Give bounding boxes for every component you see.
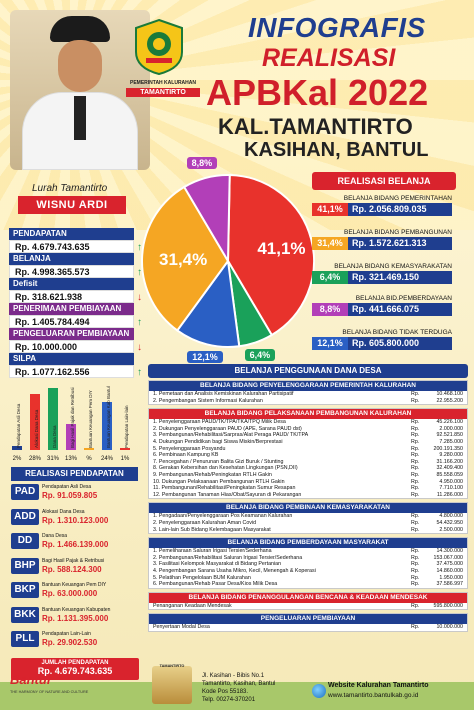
pendapatan-row (11, 582, 139, 598)
belanja-row-desc: 4. Pengembangan Sarana Usaha Mikro, Kecil, Menengah & Koperasi (153, 567, 316, 574)
stat-label: BELANJA (9, 253, 134, 265)
belanja-section-row (149, 513, 467, 520)
pendapatan-value: Rp. 588.124.300 (42, 564, 102, 574)
stat-value: Rp. 4.679.743.635 (9, 240, 134, 253)
belanja-row-desc: 1. Penyelenggaraan PAUD/TK/TPA/TKA/TPQ Milik Desa (153, 419, 286, 426)
belanja-row-desc: 12. Pembangunan Tanaman Hias/Obat/Sayuran di Pekarangan (153, 491, 302, 498)
belanja-row-desc: 4. Dukungan Pendidikan bagi Siswa Miskin/Berprestasi (153, 438, 283, 445)
belanja-row-value: 92.521.850 (436, 432, 463, 439)
belanja-row-currency: Rp. (411, 526, 420, 533)
mini-chart-percent: 2% (12, 456, 22, 462)
belanja-row-desc: 2. Pengembangan Sistem Informasi Kalurahan (153, 397, 263, 404)
belanja-section-row (149, 472, 467, 479)
belanja-row-desc: Penyertaan Modal Desa (153, 624, 210, 631)
pendapatan-mini-chart (8, 380, 138, 462)
belanja-row-currency: Rp. (411, 391, 420, 397)
lurah-name: WISNU ARDI (18, 196, 126, 214)
belanja-section-row (149, 426, 467, 433)
pie-slice-label: 31,4% (159, 249, 208, 269)
belanja-row-currency: Rp. (411, 438, 420, 445)
belanja-section-row (149, 479, 467, 486)
belanja-section (148, 380, 468, 405)
belanja-section-row (149, 555, 467, 562)
belanja-row-value: 85.558.059 (436, 471, 463, 478)
title-apbkal: APBKal 2022 (206, 72, 429, 113)
belanja-item (312, 328, 452, 350)
belanja-section-title: BELANJA BIDANG PEMBERDAYAAN MASYARAKAT (149, 538, 467, 548)
pendapatan-value: Rp. 1.131.395.000 (42, 613, 109, 623)
belanja-section-title: BELANJA BIDANG PELAKSANAAN PEMBANGUNAN KALURAHAN (149, 409, 467, 419)
belanja-item-amount: Rp. 1.572.621.313 (348, 237, 452, 250)
pendapatan-row (11, 607, 139, 623)
realisasi-pendapatan-title: REALISASI PENDAPATAN (11, 467, 138, 481)
belanja-item-row (312, 271, 452, 284)
pendapatan-desc: Pendapatan Lain-Lain (42, 631, 91, 637)
belanja-item-row (312, 337, 452, 350)
trend-arrow-icon: ↑ (137, 242, 142, 253)
pendapatan-desc: Bantuan Keuangan Pem DIY (42, 582, 107, 588)
stat-value: Rp. 4.998.365.573 (9, 265, 134, 278)
website-title: Website Kalurahan Tamantirto (328, 682, 429, 689)
belanja-row-currency: Rp. (411, 574, 420, 581)
pendapatan-code: PAD (11, 484, 39, 500)
belanja-row-currency: Rp. (411, 513, 420, 520)
stat-value: Rp. 1.405.784.494 (9, 315, 134, 328)
mini-chart-category: Pendapatan Lain-lain (124, 405, 129, 448)
belanja-row-desc: Penanganan Keadaan Mendesak (153, 602, 232, 609)
belanja-row-currency: Rp. (411, 554, 420, 561)
pie-slice-label: 8,8% (187, 157, 218, 169)
belanja-section-title: BELANJA BIDANG PENANGGULANGAN BENCANA & KEADAAN MENDESAK (149, 593, 467, 603)
belanja-row-desc: 5. Pelatihan Pengelolaan BUM Kalurahan (153, 574, 251, 581)
belanja-row-value: 37.475.000 (436, 561, 463, 568)
belanja-row-currency: Rp. (411, 581, 420, 588)
belanja-row-desc: 2. Pembangunan/Rehabilitasi Saluran Irigasi Tersier/Sederhana (153, 554, 303, 561)
belanja-row-currency: Rp. (411, 478, 420, 485)
belanja-row-value: 32.409.400 (436, 465, 463, 472)
belanja-item-row (312, 237, 452, 250)
stat-label: PENERIMAAN PEMBIAYAAN (9, 303, 134, 315)
pendapatan-code: BKP (11, 582, 39, 598)
belanja-row-value: 10.000.000 (436, 624, 463, 631)
belanja-row-value: 31.166.200 (436, 458, 463, 465)
belanja-row-currency: Rp. (411, 419, 420, 426)
mini-chart-percent: 1% (120, 456, 130, 462)
mini-chart-category: Alokasi Dana Desa (34, 409, 39, 448)
belanja-item-row (312, 303, 452, 316)
belanja-row-desc: 3. Lain-lain Sub Bidang Kelembagaan Masyarakat (153, 526, 271, 533)
belanja-section-title: BELANJA BIDANG PEMBINAAN KEMASYARAKATAN (149, 503, 467, 513)
belanja-row-desc: 1. Pemetaan dan Analisis Kemiskinan Kalurahan Partisipatif (153, 391, 294, 397)
pendapatan-row (11, 533, 139, 549)
stat-value: Rp. 1.077.162.556 (9, 365, 134, 378)
pendapatan-row (11, 631, 139, 647)
belanja-row-desc: 8. Gerakan Kebersihan dan Kesehatan Lingkungan (PSN,DII) (153, 465, 298, 472)
mini-chart-percent: 31% (46, 456, 59, 462)
belanja-section (148, 592, 468, 611)
logo-caption: PEMERINTAH KALURAHAN (129, 80, 196, 86)
belanja-section-row (149, 419, 467, 426)
address-line: Jl. Kasihan - Bibis No.1 (202, 673, 265, 679)
belanja-section (148, 408, 468, 499)
belanja-section-row (149, 581, 467, 588)
building-icon (152, 666, 192, 704)
globe-icon (312, 684, 326, 698)
belanja-row-currency: Rp. (411, 452, 420, 459)
belanja-section-row (149, 575, 467, 582)
belanja-row-value: 22.955.200 (436, 397, 463, 404)
belanja-row-desc: 11. Pembangunan/Rehabilitasi/Peningkatan Sumur Resapan (153, 485, 296, 492)
belanja-section-row (149, 398, 467, 405)
belanja-item (312, 194, 452, 216)
address-line: Tamantirto, Kasihan, Bantul (202, 681, 276, 687)
belanja-row-desc: 6. Pembinaan Kampung KB (153, 452, 219, 459)
belanja-item-amount: Rp. 605.800.000 (348, 337, 452, 350)
pendapatan-code: PLL (11, 631, 39, 647)
title-realisasi: REALISASI (262, 44, 396, 72)
belanja-row-currency: Rp. (411, 519, 420, 526)
stat-block (9, 303, 142, 328)
belanja-item-percent: 8,8% (312, 303, 348, 316)
address-line: Telp. 00274-370201 (202, 697, 256, 703)
stat-block (9, 253, 142, 278)
mini-chart-bar (84, 448, 94, 450)
belanja-row-desc: 2. Penyelenggaraan Kalurahan Aman Covid (153, 519, 257, 526)
belanja-row-currency: Rp. (411, 491, 420, 498)
belanja-row-value: 7.285.000 (439, 438, 463, 445)
stat-value: Rp. 10.000.000 (9, 340, 134, 353)
pendapatan-code: BKK (11, 607, 39, 623)
lurah-label: Lurah Tamantirto (32, 183, 108, 194)
pendapatan-value: Rp. 1.310.123.000 (42, 515, 109, 525)
belanja-row-desc: 1. Pengadaan/Penyelenggaraan Pos Keamanan Kalurahan (153, 513, 293, 520)
belanja-row-currency: Rp. (411, 485, 420, 492)
pendapatan-desc: Pendapatan Asli Desa (42, 484, 92, 490)
trend-arrow-icon: ↓ (137, 342, 142, 353)
belanja-row-currency: Rp. (411, 567, 420, 574)
belanja-row-value: 200.191.350 (433, 445, 463, 452)
belanja-item-label: BELANJA BIDANG KEMASYARAKATAN (334, 263, 452, 270)
pendapatan-value: Rp. 29.902.530 (42, 638, 98, 647)
belanja-row-currency: Rp. (411, 602, 420, 609)
belanja-row-value: 10.468.100 (436, 391, 463, 397)
jumlah-pendapatan-label: JUMLAH PENDAPATAN (41, 660, 109, 666)
belanja-row-currency: Rp. (411, 561, 420, 568)
bantul-logo: Bantul (10, 672, 51, 687)
pendapatan-desc: Dana Desa (42, 533, 68, 539)
belanja-row-currency: Rp. (411, 432, 420, 439)
realisasi-belanja-title: REALISASI BELANJA (312, 172, 456, 190)
stat-label: PENDAPATAN (9, 228, 134, 240)
belanja-row-value: 9.280.000 (439, 452, 463, 459)
mini-chart-percent: 13% (64, 456, 77, 462)
belanja-row-currency: Rp. (411, 445, 420, 452)
title-infografis: INFOGRAFIS (248, 12, 426, 43)
stat-label: Defisit (9, 278, 134, 290)
belanja-item-label: BELANJA BIDANG TIDAK TERDUGA (342, 329, 452, 336)
belanja-row-desc: 3. Pembangunan/Rehabilitasi/Sarpras/Alat Peraga PAUD/ TK/TPA (153, 432, 309, 439)
belanja-item-amount: Rp. 441.666.075 (348, 303, 452, 316)
belanja-row-currency: Rp. (411, 458, 420, 465)
belanja-row-value: 45.226.100 (436, 419, 463, 426)
belanja-row-value: 54.432.950 (436, 519, 463, 526)
belanja-row-desc: 3. Fasilitasi Kelompok Masyarakat di Bidang Pertanian (153, 561, 282, 568)
trend-arrow-icon: ↑ (137, 317, 142, 328)
belanja-section-row (149, 548, 467, 555)
stat-value: Rp. 318.621.938 (9, 290, 134, 303)
stat-block (9, 278, 142, 303)
belanja-row-value: 14.300.000 (436, 548, 463, 555)
belanja-row-currency: Rp. (411, 548, 420, 555)
belanja-row-desc: 1. Pemeliharaan Saluran Irigasi Tersier/Sederhana (153, 548, 272, 555)
stat-block (9, 328, 142, 353)
belanja-item-label: BELANJA BID.PEMBERDAYAAN (355, 295, 452, 302)
pendapatan-value: Rp. 91.059.805 (42, 491, 98, 500)
belanja-section-row (149, 459, 467, 466)
belanja-row-value: 595.800.000 (433, 602, 463, 609)
belanja-row-desc: 2. Dukungan Penyelenggaraan PAUD (APE, Sarana PAUD dst) (153, 425, 302, 432)
belanja-row-currency: Rp. (411, 397, 420, 404)
belanja-section-row (149, 446, 467, 453)
belanja-section-row (149, 603, 467, 610)
belanja-row-desc: 10. Dukungan Pelaksanaan Pembangunan RTLH Gakin (153, 478, 285, 485)
belanja-item-row (312, 203, 452, 216)
portrait-face (58, 40, 102, 92)
bantul-tagline: THE HARMONY OF NATURE AND CULTURE (10, 690, 89, 694)
pie-slice-label: 12,1% (187, 351, 223, 363)
jumlah-pendapatan-value: Rp. 4.679.743.635 (37, 666, 113, 676)
stat-block (9, 353, 142, 378)
address-line: Kode Pos 55183. (202, 689, 249, 695)
belanja-section-row (149, 568, 467, 575)
belanja-item-percent: 41,1% (312, 203, 348, 216)
belanja-section-title: BELANJA BIDANG PENYELENGGARAAN PEMERINTAH KALURAHAN (149, 381, 467, 391)
belanja-item-amount: Rp. 321.469.150 (348, 271, 452, 284)
kalurahan-logo-icon (132, 18, 186, 76)
pendapatan-code: BHP (11, 558, 39, 574)
belanja-item-percent: 12,1% (312, 337, 348, 350)
belanja-row-value: 7.710.100 (439, 485, 463, 492)
belanja-item-label: BELANJA BIDANG PEMBANGUNAN (344, 229, 452, 236)
pendapatan-value: Rp. 1.466.139.000 (42, 540, 109, 549)
belanja-section-row (149, 485, 467, 492)
pendapatan-desc: Bantuan Keuangan Kabupaten (42, 606, 111, 613)
belanja-section (148, 537, 468, 589)
mini-chart-percent: 24% (100, 456, 113, 462)
belanja-row-desc: 5. Penyelenggaraan Posyandu (153, 445, 226, 452)
pendapatan-code: ADD (11, 509, 39, 525)
belanja-row-value: 1.950.000 (439, 574, 463, 581)
building-label: TAMANTIRTO (159, 664, 185, 668)
belanja-section-row (149, 452, 467, 459)
belanja-item (312, 262, 452, 284)
stat-label: PENGELUARAN PEMBIAYAAN (9, 328, 134, 340)
belanja-row-value: 14.860.000 (436, 567, 463, 574)
stat-block (9, 228, 142, 253)
title-kasihan: KASIHAN, BANTUL (244, 139, 429, 161)
footer-address (202, 672, 275, 704)
belanja-row-value: 11.286.000 (436, 491, 463, 498)
stat-label: SILPA (9, 353, 134, 365)
belanja-row-desc: 6. Pembangunan/Rehab Pasar Desa/Kios Milik Desa (153, 581, 278, 588)
belanja-section-row (149, 391, 467, 398)
pendapatan-desc: Alokasi Dana Desa (42, 508, 85, 515)
belanja-penggunaan-title: BELANJA PENGGUNAAN DANA DESA (148, 364, 468, 378)
mini-chart-percent: % (86, 456, 92, 462)
mini-chart-category: Dana Desa (52, 425, 57, 448)
belanja-row-value: 4.800.000 (439, 513, 463, 520)
belanja-row-currency: Rp. (411, 471, 420, 478)
belanja-section-row (149, 520, 467, 527)
mini-chart-category: Bagi Hasil Pajak dan Retribusi (70, 387, 75, 448)
pendapatan-desc: Bagi Hasil Pajak & Retribusi (42, 557, 105, 564)
belanja-section-row (149, 492, 467, 499)
belanja-row-currency: Rp. (411, 425, 420, 432)
belanja-section-row (149, 439, 467, 446)
mini-chart-bar (120, 448, 130, 450)
belanja-row-value: 153.067.000 (433, 554, 463, 561)
belanja-section-row (149, 624, 467, 631)
belanja-item (312, 228, 452, 250)
mini-chart-category: Pendapatan Asli Desa (16, 403, 21, 448)
trend-arrow-icon: ↑ (137, 267, 142, 278)
pendapatan-row (11, 509, 139, 525)
belanja-row-value: 37.586.997 (436, 581, 463, 588)
belanja-item-amount: Rp. 2.056.809.035 (348, 203, 452, 216)
pie-slice-label: 6,4% (245, 349, 276, 361)
belanja-row-desc: 7. Pencegahan / Penurunan Balita Gizi Buruk / Stunting (153, 458, 284, 465)
belanja-item-percent: 31,4% (312, 237, 348, 250)
mini-chart-category: Bantuan Keuangan Pem DIY (88, 390, 93, 448)
portrait-cap (50, 16, 110, 42)
belanja-item-percent: 6,4% (312, 271, 348, 284)
trend-arrow-icon: ↓ (137, 292, 142, 303)
pendapatan-code: DD (11, 533, 39, 549)
mini-chart-category: Bantuan Keuangan Kab Bantul (106, 386, 111, 448)
belanja-item (312, 294, 452, 316)
belanja-section-row (149, 465, 467, 472)
belanja-row-currency: Rp. (411, 465, 420, 472)
pendapatan-value: Rp. 63.000.000 (42, 589, 98, 598)
belanja-row-desc: 9. Pembangunan/Rehab/Peningkatan RTLH Gakin (153, 471, 272, 478)
logo-name: TAMANTIRTO (126, 88, 200, 97)
belanja-section-row (149, 432, 467, 439)
belanja-section-title: PENGELUARAN PEMBIAYAAN (149, 614, 467, 624)
belanja-item-label: BELANJA BIDANG PEMERINTAHAN (343, 195, 452, 202)
mini-chart-percent: 28% (28, 456, 41, 462)
title-kalurahan: KAL.TAMANTIRTO (218, 114, 413, 139)
belanja-section-row (149, 561, 467, 568)
pendapatan-row (11, 484, 139, 500)
website-url[interactable]: www.tamantirto.bantulkab.go.id (328, 692, 419, 699)
pie-slice-label: 41,1% (257, 239, 306, 259)
trend-arrow-icon: ↑ (137, 367, 142, 378)
pendapatan-row (11, 558, 139, 574)
belanja-row-value: 2.500.000 (439, 526, 463, 533)
belanja-row-value: 4.950.000 (439, 478, 463, 485)
portrait-tie (74, 96, 86, 140)
belanja-row-currency: Rp. (411, 624, 420, 631)
belanja-section (148, 613, 468, 632)
belanja-section-row (149, 527, 467, 534)
belanja-section (148, 502, 468, 534)
belanja-row-value: 2.000.000 (439, 425, 463, 432)
